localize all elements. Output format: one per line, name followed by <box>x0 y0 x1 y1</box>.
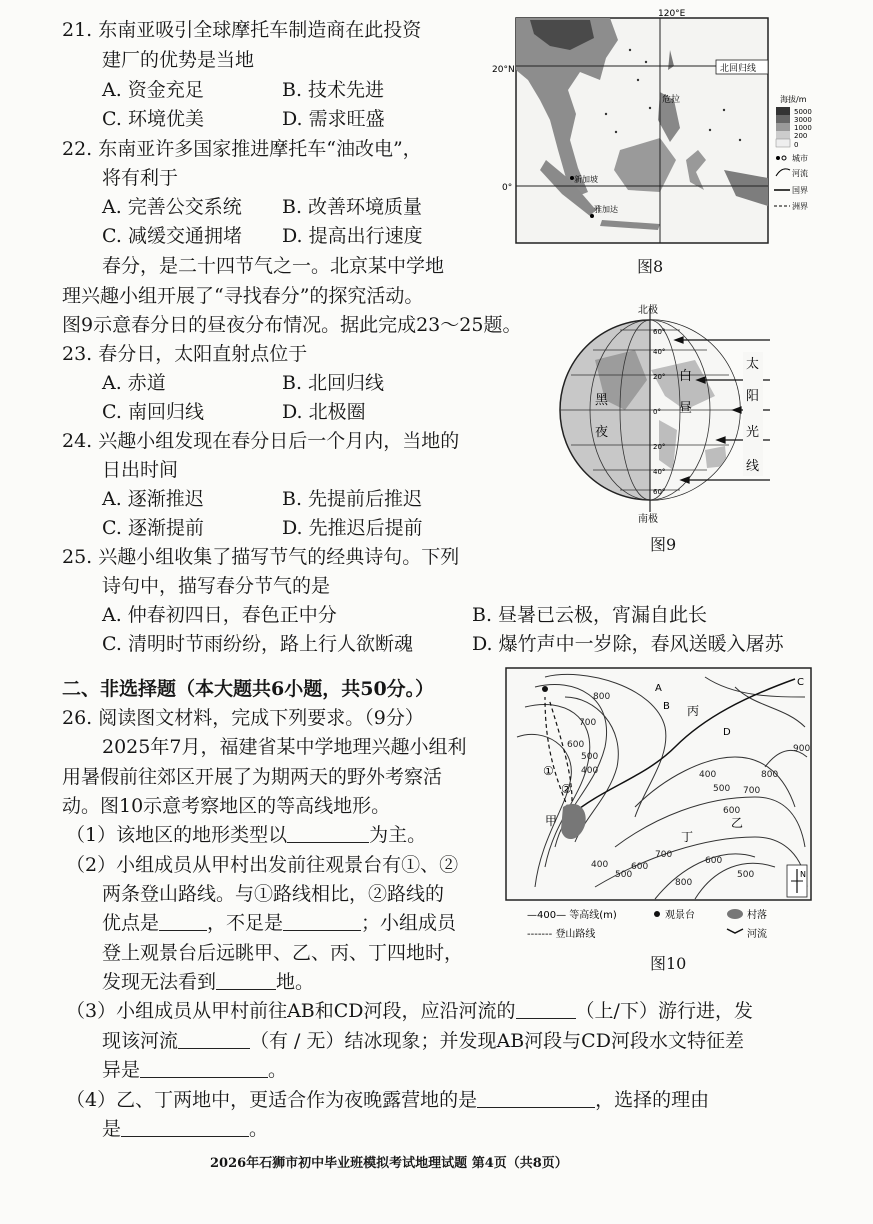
fig10-contour-10: 900 <box>793 744 811 754</box>
fig10-contour-3: 500 <box>581 752 599 762</box>
q26-stem: 26. 阅读图文材料，完成下列要求。（9分） <box>62 707 424 729</box>
fig8-legend-level-2: 1000 <box>794 124 812 132</box>
q24-option-b: B. 先提前后推迟 <box>282 488 423 510</box>
section2-title: 二、非选择题（本大题共6小题，共50分。） <box>62 678 435 700</box>
q26-part3-line2: 现该河流 （有 / 无）结冰现象；并发现AB河段与CD河段水文特征差 <box>102 1030 744 1052</box>
q21-option-a: A. 资金充足 <box>102 79 204 101</box>
fig10-legend-route: ------- 登山路线 <box>527 929 596 940</box>
q22-option-c: C. 减缓交通拥堵 <box>102 225 242 247</box>
q25-option-a: A. 仲春初四日，春色正中分 <box>102 604 337 626</box>
fig8-place-3: 雅加达 <box>594 205 618 214</box>
q23-stem: 23. 春分日，太阳直射点位于 <box>62 343 308 365</box>
fig10-contour-9: 800 <box>675 878 693 888</box>
fig8-tropic-label: 北回归线 <box>720 64 757 74</box>
fig10-route-2: ② <box>561 782 572 796</box>
q26-material-line1: 2025年7月，福建省某中学地理兴趣小组利 <box>102 736 467 758</box>
answer-blank-3[interactable] <box>283 910 361 931</box>
q22-stem-line1: 22. 东南亚许多国家推进摩托车“油改电”， <box>62 138 422 160</box>
fig8-legend-title: 海拔/m <box>780 95 807 104</box>
fig9-day-1: 白 <box>679 369 693 384</box>
fig10-contour-8: 700 <box>655 850 673 860</box>
fig10-legend-view: 观景台 <box>665 910 695 921</box>
q22-stem-line2: 将有利于 <box>102 167 179 189</box>
fig10-contour-4: 400 <box>581 766 599 776</box>
fig9-day-2: 昼 <box>679 401 693 416</box>
q23-option-b: B. 北回归线 <box>282 372 385 394</box>
fig10-route-1: ① <box>543 764 554 778</box>
fig10-contour-7: 600 <box>631 862 649 872</box>
answer-blank-2[interactable] <box>159 910 207 931</box>
fig10-contour-16: 600 <box>705 856 723 866</box>
q21-option-b: B. 技术先进 <box>282 79 385 101</box>
answer-blank-7[interactable] <box>140 1057 268 1078</box>
fig9-north-pole: 北极 <box>638 305 658 316</box>
fig10-legend-village: 村落 <box>747 910 767 921</box>
q24-stem-line1: 24. 兴趣小组发现在春分日后一个月内，当地的 <box>62 430 460 452</box>
figure-8-map <box>492 9 830 250</box>
fig9-night-1: 黑 <box>595 393 609 408</box>
fig9-lat-2: 20° <box>653 373 666 381</box>
q26-material-line2: 用暑假前往郊区开展了为期两天的野外考察活 <box>62 766 443 788</box>
intro-line3: 图9示意春分日的昼夜分布情况。据此完成23～25题。 <box>62 314 522 336</box>
q26-part3-line3: 异是 。 <box>102 1059 288 1081</box>
q22-option-d: D. 提高出行速度 <box>282 225 423 247</box>
figure-10-contour-map <box>505 667 815 943</box>
page-footer: 2026年石狮市初中毕业班模拟考试地理试题 第4页（共8页） <box>210 1156 568 1171</box>
fig10-legend-contour: —400— 等高线(m) <box>527 910 617 921</box>
fig9-lat-3: 0° <box>653 408 661 416</box>
fig8-legend-border: 国界 <box>792 186 808 195</box>
fig10-point-d: D <box>723 727 731 738</box>
fig10-point-c: C <box>797 677 804 688</box>
fig9-sun-4: 线 <box>746 459 760 474</box>
fig10-contour-2: 600 <box>567 740 585 750</box>
fig10-contour-17: 500 <box>737 870 755 880</box>
fig10-contour-11: 400 <box>699 770 717 780</box>
q21-stem-line2: 建厂的优势是当地 <box>102 49 255 71</box>
q26-part2-line3: 优点是 ，不足是 ；小组成员 <box>102 912 457 934</box>
q26-part2-line2: 两条登山路线。与①路线相比，②路线的 <box>102 883 445 905</box>
fig10-contour-5: 400 <box>591 860 609 870</box>
fig8-legend-level-4: 0 <box>794 141 799 149</box>
q23-option-a: A. 赤道 <box>102 372 166 394</box>
fig8-legend-level-0: 5000 <box>794 108 812 116</box>
q25-option-c: C. 清明时节雨纷纷，路上行人欲断魂 <box>102 633 413 655</box>
fig10-legend-river: 河流 <box>747 929 767 940</box>
q26-part2-line5: 发现无法看到 地。 <box>102 971 315 993</box>
fig9-lat-4: 20° <box>653 443 666 451</box>
fig10-contour-6: 500 <box>615 870 633 880</box>
fig8-legend-level-1: 3000 <box>794 116 812 124</box>
fig10-contour-13: 600 <box>723 806 741 816</box>
q23-option-c: C. 南回归线 <box>102 401 204 423</box>
fig8-lon-label: 120°E <box>658 9 686 19</box>
figure-9-globe <box>555 300 785 526</box>
fig9-lat-1: 40° <box>653 348 666 356</box>
q24-option-a: A. 逐渐推迟 <box>102 488 204 510</box>
figure-9-caption: 图9 <box>650 535 677 554</box>
answer-blank-8[interactable] <box>477 1087 595 1108</box>
q25-option-b: B. 昼暑已云极，宵漏自此长 <box>472 604 708 626</box>
q26-part4-line1: （4）乙、丁两地中，更适合作为夜晚露营地的是 ，选择的理由 <box>66 1089 710 1111</box>
fig9-south-pole: 南极 <box>638 514 658 525</box>
q22-option-a: A. 完善公交系统 <box>102 196 242 218</box>
q26-part4-line2: 是 。 <box>102 1118 269 1140</box>
fig10-point-b: B <box>663 701 670 712</box>
fig10-contour-12: 500 <box>713 784 731 794</box>
q21-stem-line1: 21. 东南亚吸引全球摩托车制造商在此投资 <box>62 19 422 41</box>
fig8-legend-river: 河流 <box>792 169 808 178</box>
q26-material-line3: 动。图10示意考察地区的等高线地形。 <box>62 795 391 817</box>
figure-10-caption: 图10 <box>650 954 687 973</box>
fig8-lat20-label: 20°N <box>492 65 515 75</box>
q24-option-d: D. 先推迟后提前 <box>282 517 423 539</box>
fig9-sun-2: 阳 <box>746 389 760 404</box>
fig8-legend-city: 城市 <box>792 154 808 163</box>
fig8-lat0-label: 0° <box>502 183 513 193</box>
q26-part2-line4: 登上观景台后远眺甲、乙、丙、丁四地时， <box>102 942 464 964</box>
fig10-contour-0: 800 <box>593 692 611 702</box>
fig10-contour-14: 700 <box>743 786 761 796</box>
fig9-night-2: 夜 <box>595 425 609 440</box>
q23-option-d: D. 北极圈 <box>282 401 366 423</box>
q25-stem-line1: 25. 兴趣小组收集了描写节气的经典诗句。下列 <box>62 546 460 568</box>
fig10-contour-15: 800 <box>761 770 779 780</box>
fig10-bing: 丙 <box>687 704 700 718</box>
fig8-legend-boundary: 洲界 <box>792 202 808 211</box>
answer-blank-6[interactable] <box>178 1028 250 1049</box>
fig10-point-a: A <box>655 683 662 694</box>
fig8-place-2: 新加坡 <box>574 175 598 184</box>
fig10-contour-1: 700 <box>579 718 597 728</box>
answer-blank-1[interactable] <box>287 822 369 843</box>
q25-option-d: D. 爆竹声中一岁除，春风送暖入屠苏 <box>472 633 784 655</box>
answer-blank-4[interactable] <box>216 969 276 990</box>
fig9-lat-5: 40° <box>653 468 666 476</box>
q24-stem-line2: 日出时间 <box>102 459 179 481</box>
intro-line2: 理兴趣小组开展了“寻找春分”的探究活动。 <box>62 285 424 307</box>
fig9-sun-3: 光 <box>746 425 760 440</box>
intro-line1: 春分，是二十四节气之一。北京某中学地 <box>102 255 445 277</box>
answer-blank-5[interactable] <box>516 998 576 1019</box>
fig8-legend-level-3: 200 <box>794 132 808 140</box>
answer-blank-9[interactable] <box>121 1116 249 1137</box>
fig9-lat-0: 60° <box>653 328 666 336</box>
q26-part1: （1）该地区的地形类型以 为主。 <box>66 824 427 846</box>
fig10-north: N <box>800 870 806 879</box>
fig8-place-1: 危拉 <box>662 95 681 105</box>
fig10-jia: 甲 <box>545 814 558 828</box>
figure-8-caption: 图8 <box>637 257 664 276</box>
q21-option-d: D. 需求旺盛 <box>282 108 385 130</box>
fig9-lat-6: 60° <box>653 488 666 496</box>
q25-stem-line2: 诗句中，描写春分节气的是 <box>102 575 331 597</box>
q26-part2-line1: （2）小组成员从甲村出发前往观景台有①、② <box>66 854 459 876</box>
fig9-sun-1: 太 <box>746 357 760 372</box>
fig10-yi: 乙 <box>731 816 744 830</box>
q24-option-c: C. 逐渐提前 <box>102 517 204 539</box>
fig10-ding: 丁 <box>681 830 694 844</box>
q21-option-c: C. 环境优美 <box>102 108 204 130</box>
q22-option-b: B. 改善环境质量 <box>282 196 423 218</box>
q26-part3-line1: （3）小组成员从甲村前往AB和CD河段，应沿河流的 （上/下）游行进，发 <box>66 1000 753 1022</box>
